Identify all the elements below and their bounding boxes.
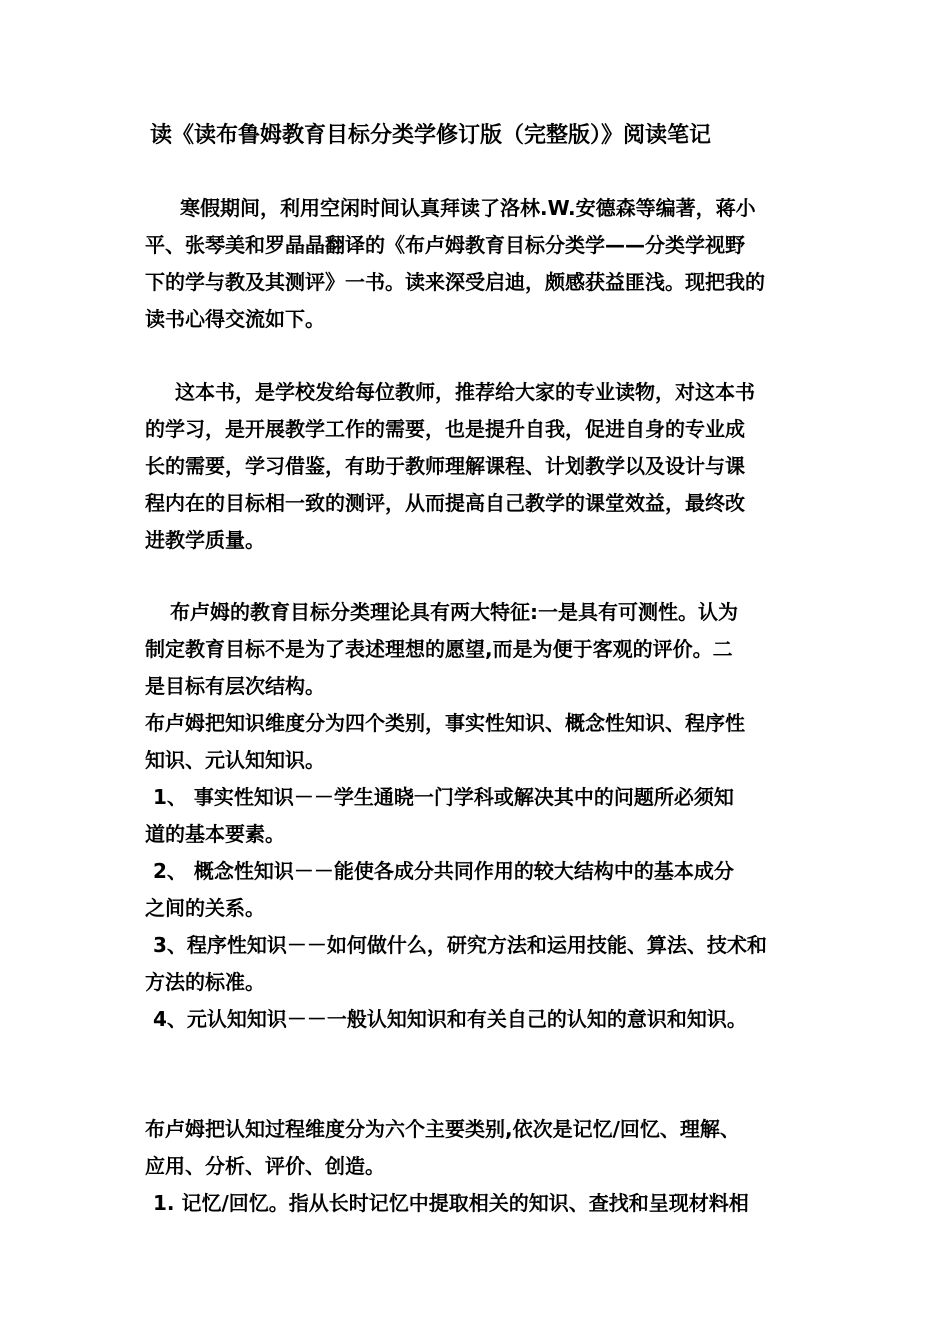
list-item-line: 之间的关系。 (145, 896, 265, 920)
list-item-line: 3、程序性知识－－如何做什么，研究方法和运用技能、算法、技术和 (153, 933, 767, 957)
paragraph-line: 是目标有层次结构。 (145, 674, 325, 698)
paragraph-line: 程内在的目标相一致的测评，从而提高自己教学的课堂效益，最终改 (145, 491, 745, 515)
paragraph-line: 布卢姆的教育目标分类理论具有两大特征:一是具有可测性。认为 (170, 600, 738, 624)
list-item-line: 1. 记忆/回忆。指从长时记忆中提取相关的知识、查找和呈现材料相 (153, 1191, 749, 1215)
paragraph-line: 制定教育目标不是为了表述理想的愿望,而是为便于客观的评价。二 (145, 637, 733, 661)
paragraph-line: 读书心得交流如下。 (145, 307, 325, 331)
paragraph-line: 应用、分析、评价、创造。 (145, 1154, 385, 1178)
list-item-line: 道的基本要素。 (145, 822, 285, 846)
paragraph-line: 布卢姆把知识维度分为四个类别，事实性知识、概念性知识、程序性 (145, 711, 745, 735)
paragraph-line: 寒假期间，利用空闲时间认真拜读了洛林.W.安德森等编著，蒋小 (160, 196, 756, 220)
paragraph-line: 布卢姆把认知过程维度分为六个主要类别,依次是记忆/回忆、理解、 (145, 1117, 740, 1141)
paragraph-line: 平、张琴美和罗晶晶翻译的《布卢姆教育目标分类学——分类学视野 (145, 233, 745, 257)
paragraph-line: 知识、元认知知识。 (145, 748, 325, 772)
list-item-line: 1、 事实性知识－－学生通晓一门学科或解决其中的问题所必须知 (153, 785, 734, 809)
list-item-line: 4、元认知知识－－一般认知知识和有关自己的认知的意识和知识。 (153, 1007, 747, 1031)
paragraph-line: 这本书，是学校发给每位教师，推荐给大家的专业读物，对这本书 (175, 380, 755, 404)
paragraph-line: 的学习，是开展教学工作的需要，也是提升自我，促进自身的专业成 (145, 417, 745, 441)
list-item-line: 方法的标准。 (145, 970, 265, 994)
paragraph-line: 长的需要，学习借鉴，有助于教师理解课程、计划教学以及设计与课 (145, 454, 745, 478)
document-title: 读《读布鲁姆教育目标分类学修订版（完整版）》阅读笔记 (150, 123, 712, 148)
list-item-line: 2、 概念性知识－－能使各成分共同作用的较大结构中的基本成分 (153, 859, 734, 883)
paragraph-line: 下的学与教及其测评》一书。读来深受启迪，颇感获益匪浅。现把我的 (145, 270, 765, 294)
paragraph-line: 进教学质量。 (145, 528, 265, 552)
